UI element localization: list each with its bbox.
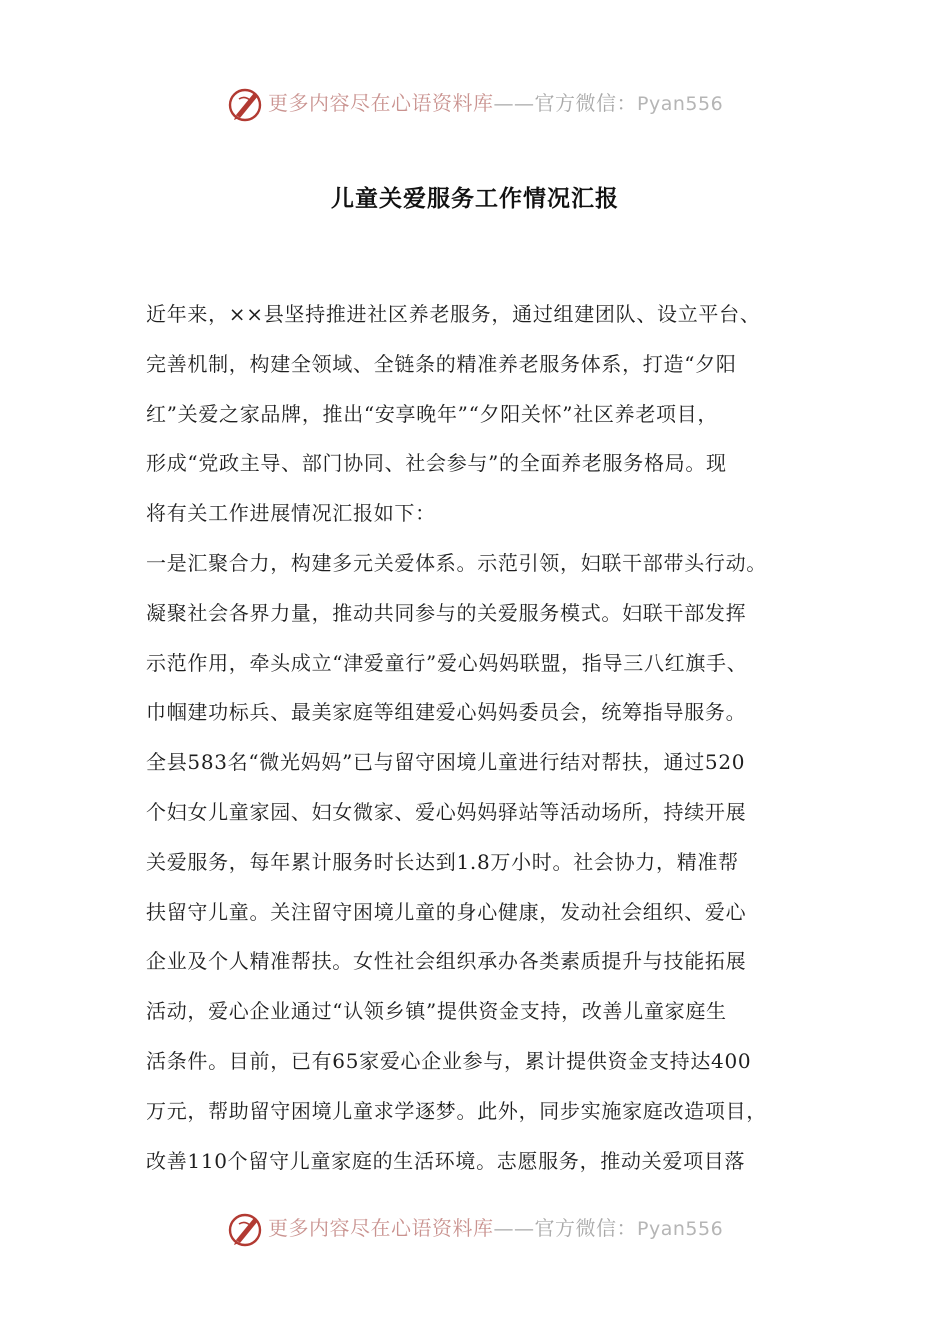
watermark-wechat: 官方微信： bbox=[534, 91, 637, 115]
body-line: 形成“党政主导、部门协同、社会参与”的全面养老服务格局。现 bbox=[146, 451, 727, 476]
body-line: 改善110个留守儿童家庭的生活环境。志愿服务，推动关爱项目落 bbox=[146, 1148, 746, 1173]
watermark-id: Pyan556 bbox=[637, 93, 724, 115]
watermark-banner-top bbox=[0, 82, 950, 126]
pen-logo-icon bbox=[227, 85, 265, 123]
watermark-text bbox=[268, 90, 723, 117]
body-line: 活动，爱心企业通过“认领乡镇”提供资金支持，改善儿童家庭生 bbox=[146, 999, 727, 1024]
body-line: 全县583名“微光妈妈”已与留守困境儿童进行结对帮扶，通过520 bbox=[146, 750, 746, 775]
document-title: 儿童关爱服务工作情况汇报 bbox=[331, 185, 619, 212]
body-line: 示范作用，牵头成立“津爱童行”爱心妈妈联盟，指导三八红旗手、 bbox=[146, 650, 748, 675]
watermark-dash: —— bbox=[493, 1216, 535, 1240]
body-line: 完善机制，构建全领域、全链条的精准养老服务体系，打造“夕阳 bbox=[146, 351, 737, 376]
body-line: 扶留守儿童。关注留守困境儿童的身心健康，发动社会组织、爱心 bbox=[146, 899, 747, 924]
pen-logo-icon bbox=[227, 1210, 265, 1248]
body-line: 近年来，××县坚持推进社区养老服务，通过组建团队、设立平台、 bbox=[146, 302, 761, 326]
watermark-banner-bottom bbox=[0, 1207, 950, 1251]
body-line: 一是汇聚合力，构建多元关爱体系。示范引领，妇联干部带头行动。 bbox=[146, 550, 767, 575]
watermark-dash: —— bbox=[493, 91, 535, 115]
document-body bbox=[146, 290, 826, 1186]
body-line: 企业及个人精准帮扶。女性社会组织承办各类素质提升与技能拓展 bbox=[146, 949, 747, 974]
body-line: 凝聚社会各界力量，推动共同参与的关爱服务模式。妇联干部发挥 bbox=[146, 600, 747, 625]
watermark-wechat: 官方微信： bbox=[534, 1216, 637, 1240]
watermark-text bbox=[268, 1215, 723, 1242]
body-line: 万元，帮助留守困境儿童求学逐梦。此外，同步实施家庭改造项目， bbox=[146, 1098, 767, 1123]
body-line: 活条件。目前，已有65家爱心企业参与，累计提供资金支持达400 bbox=[146, 1048, 752, 1073]
watermark-main: 更多内容尽在心语资料库 bbox=[268, 91, 494, 115]
body-line: 将有关工作进展情况汇报如下： bbox=[146, 501, 436, 526]
body-line: 关爱服务，每年累计服务时长达到1.8万小时。社会协力，精准帮 bbox=[146, 849, 739, 874]
watermark-id: Pyan556 bbox=[637, 1218, 724, 1240]
body-line: 巾帼建功标兵、最美家庭等组建爱心妈妈委员会，统筹指导服务。 bbox=[146, 700, 747, 725]
body-line: 个妇女儿童家园、妇女微家、爱心妈妈驿站等活动场所，持续开展 bbox=[146, 799, 747, 824]
watermark-main: 更多内容尽在心语资料库 bbox=[268, 1216, 494, 1240]
body-line: 红”关爱之家品牌，推出“安享晚年”“夕阳关怀”社区养老项目， bbox=[146, 401, 719, 426]
